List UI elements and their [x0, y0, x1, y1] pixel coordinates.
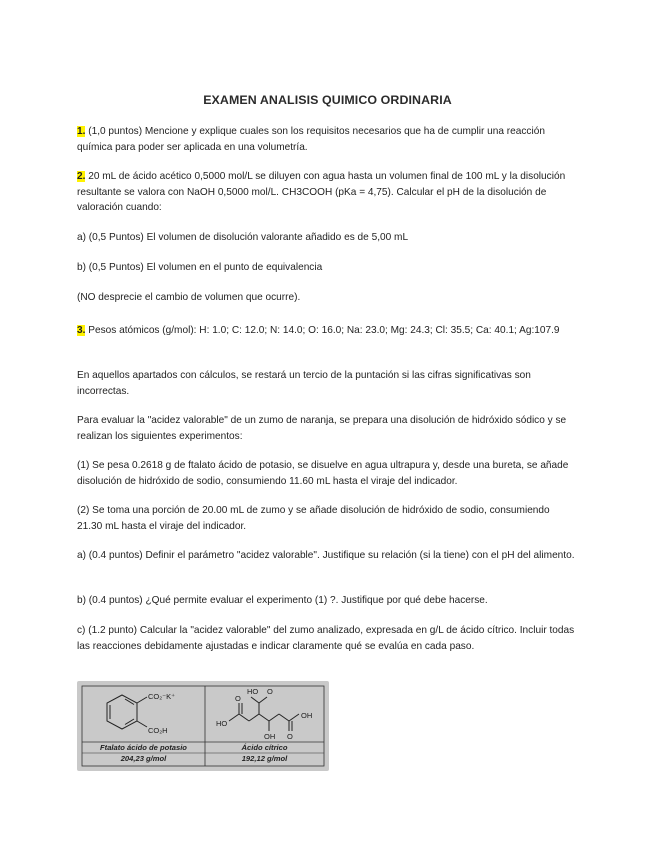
question-3-experiment-1: (1) Se pesa 0.2618 g de ftalato ácido de potasio, se disuelve en agua ultrapura y, desde una bureta, se añade disolución de hidróxido de sodio, consumiendo 11.60 mL hasta el viraje del indicador. — [77, 460, 569, 487]
citric-o-right-label: O — [287, 732, 293, 741]
question-3-atomic-weights: Pesos atómicos (g/mol): H: 1.0; C: 12.0; N: 14.0; O: 16.0; Na: 23.0; Mg: 24.3; Cl: 35.5; Ca: 40.1; Ag:107.9 — [85, 325, 560, 336]
question-1 — [77, 124, 577, 155]
question-2-number: 2. — [77, 171, 86, 182]
citric-oh-right-label: OH — [301, 711, 313, 720]
citric-acid-molar-mass: 192,12 g/mol — [241, 754, 288, 763]
question-2a: a) (0,5 Puntos) El volumen de disolución valorante añadido es de 5,00 mL — [77, 232, 409, 243]
exam-title: EXAMEN ANALISIS QUIMICO ORDINARIA — [203, 93, 452, 107]
phthalate-structure — [107, 695, 147, 729]
question-2-note: (NO desprecie el cambio de volumen que ocurre). — [77, 292, 301, 303]
question-2 — [77, 169, 577, 216]
citric-oh-bottom-label: OH — [264, 732, 276, 741]
question-2b: b) (0,5 Puntos) El volumen en el punto de equivalencia — [77, 262, 323, 273]
question-2-text: 20 mL de ácido acético 0,5000 mol/L se diluyen con agua hasta un volumen final de 100 mL y la disolución resultante se valora con NaOH 0,5000 mol/L. CH3COOH (pKa = 4,75). Calcular el pH de la disolución de valoración cuando: — [77, 171, 566, 213]
phthalate-name: Ftalato ácido de potasio — [100, 743, 187, 752]
question-3-rule: En aquellos apartados con cálculos, se restará un tercio de la puntación si las cifras significativas son incorrectas. — [77, 370, 531, 397]
citric-ho-top-label: HO — [247, 687, 259, 696]
chemical-structures-figure — [77, 681, 329, 771]
question-3-intro: Para evaluar la "acidez valorable" de un zumo de naranja, se prepara una disolución de hidróxido sódico y se realizan los siguientes experimentos: — [77, 415, 567, 442]
citric-o-top-label: O — [267, 687, 273, 696]
question-3a: a) (0.4 puntos) Definir el parámetro "acidez valorable". Justifique su relación (si la tiene) con el pH del alimento. — [77, 550, 575, 561]
question-3-experiment-2: (2) Se toma una porción de 20.00 mL de zumo y se añade disolución de hidróxido de sodio, consumiendo 21.30 mL hasta el viraje del indicador. — [77, 505, 550, 532]
question-3c: c) (1.2 punto) Calcular la "acidez valorable" del zumo analizado, expresada en g/L de ácido cítrico. Incluir todas las reacciones debidamente ajustadas e indicar claramente qué se evalúa en cada paso. — [77, 625, 575, 652]
question-3 — [77, 323, 577, 339]
question-3b: b) (0.4 puntos) ¿Qué permite evaluar el experimento (1) ?. Justifique por qué debe hacerse. — [77, 595, 488, 606]
citric-o-left-label: O — [235, 694, 241, 703]
phthalate-molar-mass: 204,23 g/mol — [120, 754, 167, 763]
question-1-text: (1,0 puntos) Mencione y explique cuales son los requisitos necesarios que ha de cumplir una reacción química para poder ser aplicada en una volumetría. — [77, 126, 545, 153]
carboxylate-label: CO₂⁻K⁺ — [148, 692, 176, 701]
question-1-number: 1. — [77, 126, 86, 137]
carboxylic-acid-label: CO₂H — [148, 726, 168, 735]
question-3-number: 3. — [77, 325, 86, 336]
citric-ho-left-label: HO — [216, 719, 228, 728]
citric-acid-name: Ácido cítrico — [241, 743, 288, 752]
